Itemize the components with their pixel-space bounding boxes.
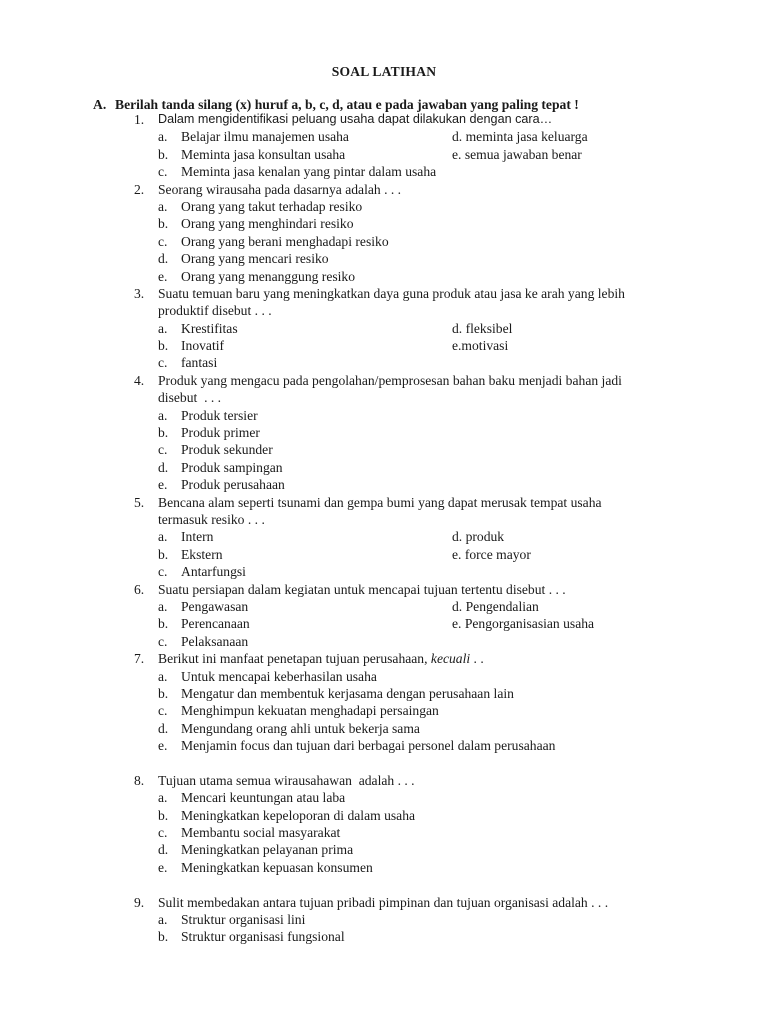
question-line	[0, 772, 768, 789]
option-letter: c.	[158, 633, 168, 649]
question-list	[0, 111, 768, 946]
answer-option-row	[0, 163, 768, 180]
option-letter: c.	[158, 164, 168, 180]
question-item	[0, 894, 768, 946]
option-text: Ekstern	[181, 546, 223, 562]
option-letter: b.	[158, 807, 169, 823]
option-text-right: e. Pengorganisasian usaha	[452, 616, 595, 632]
answer-option-row	[0, 268, 768, 285]
answer-option-row	[0, 528, 768, 545]
answer-option-row	[0, 198, 768, 215]
option-text: Meningkatkan kepuasan konsumen	[181, 859, 373, 875]
question-line	[0, 894, 768, 911]
option-text: Orang yang berani menghadapi resiko	[181, 233, 389, 249]
question-item	[0, 285, 768, 372]
answer-option-row	[0, 685, 768, 702]
question-spacer	[0, 876, 768, 893]
answer-option-row	[0, 320, 768, 337]
question-text: Sulit membedakan antara tujuan pribadi pimpinan dan tujuan organisasi adalah . . .	[158, 894, 609, 910]
option-text: Membantu social masyarakat	[181, 825, 341, 841]
option-text: Pengawasan	[181, 598, 249, 614]
option-letter: a.	[158, 668, 168, 684]
question-line	[0, 181, 768, 198]
option-text: Struktur organisasi fungsional	[181, 929, 345, 945]
answer-option-row	[0, 633, 768, 650]
option-letter: a.	[158, 198, 168, 214]
answer-option-row	[0, 563, 768, 580]
section-letter: A.	[93, 97, 107, 112]
question-item	[0, 111, 768, 181]
option-text: Intern	[181, 529, 214, 545]
option-letter: a.	[158, 320, 168, 336]
question-number: 6.	[134, 581, 145, 597]
question-line	[0, 581, 768, 598]
option-text: Krestifitas	[181, 320, 238, 336]
question-line	[0, 389, 768, 406]
question-spacer	[0, 754, 768, 771]
question-number: 8.	[134, 772, 145, 788]
answer-option-row	[0, 337, 768, 354]
option-letter: b.	[158, 216, 169, 232]
page-title: SOAL LATIHAN	[331, 64, 437, 79]
question-line	[0, 111, 768, 128]
answer-option-row	[0, 354, 768, 371]
question-text: Dalam mengidentifikasi peluang usaha dapat dilakukan dengan cara…	[158, 112, 553, 126]
option-text: Meningkatkan pelayanan prima	[181, 842, 354, 858]
question-line	[0, 494, 768, 511]
answer-option-row	[0, 476, 768, 493]
option-letter: b.	[158, 146, 169, 162]
section-instruction-text: Berilah tanda silang (x) huruf a, b, c, d, atau e pada jawaban yang paling tepat !	[115, 97, 579, 112]
answer-option-row	[0, 789, 768, 806]
option-text: Belajar ilmu manajemen usaha	[181, 129, 349, 145]
answer-option-row	[0, 441, 768, 458]
option-text-right: e.motivasi	[452, 338, 509, 354]
option-text-right: d. meminta jasa keluarga	[452, 129, 588, 145]
question-text: Produk yang mengacu pada pengolahan/pemprosesan bahan baku menjadi bahan jadi	[158, 372, 622, 388]
question-text: termasuk resiko . . .	[158, 511, 265, 527]
answer-option-row	[0, 807, 768, 824]
question-number: 2.	[134, 181, 145, 197]
option-letter: a.	[158, 129, 168, 145]
option-letter: c.	[158, 355, 168, 371]
option-text-right: e. force mayor	[452, 546, 531, 562]
option-letter: d.	[158, 251, 169, 267]
answer-option-row	[0, 668, 768, 685]
option-letter: b.	[158, 929, 169, 945]
option-text: Produk perusahaan	[181, 477, 285, 493]
option-text: Mengatur dan membentuk kerjasama dengan perusahaan lain	[181, 685, 514, 701]
question-item	[0, 181, 768, 285]
option-text-right: d. produk	[452, 529, 505, 545]
option-text: Antarfungsi	[181, 564, 246, 580]
question-item	[0, 650, 768, 754]
option-text-right: d. fleksibel	[452, 320, 513, 336]
answer-option-row	[0, 459, 768, 476]
option-letter: a.	[158, 598, 168, 614]
option-letter: a.	[158, 911, 168, 927]
option-letter: b.	[158, 338, 169, 354]
option-text: Produk sekunder	[181, 442, 273, 458]
question-number: 1.	[134, 112, 145, 127]
option-text: Orang yang takut terhadap resiko	[181, 198, 363, 214]
question-line	[0, 511, 768, 528]
question-text: Tujuan utama semua wirausahawan adalah . . .	[158, 772, 415, 788]
option-text: Perencanaan	[181, 616, 250, 632]
option-text: Struktur organisasi lini	[181, 911, 306, 927]
question-text-italic: kecuali	[430, 651, 471, 667]
question-line	[0, 302, 768, 319]
question-text: Seorang wirausaha pada dasarnya adalah . . .	[158, 181, 402, 197]
option-letter: e.	[158, 859, 168, 875]
option-letter: b.	[158, 546, 169, 562]
option-text-right: d. Pengendalian	[452, 598, 539, 614]
answer-option-row	[0, 407, 768, 424]
option-text: Produk sampingan	[181, 459, 283, 475]
option-text: Orang yang menghindari resiko	[181, 216, 354, 232]
option-text: Mengundang orang ahli untuk bekerja sama	[181, 720, 420, 736]
question-text: Bencana alam seperti tsunami dan gempa bumi yang dapat merusak tempat usaha	[158, 494, 602, 510]
option-text: Mencari keuntungan atau laba	[181, 790, 346, 806]
option-text: Menghimpun kekuatan menghadapi persaingan	[181, 703, 439, 719]
answer-option-row	[0, 859, 768, 876]
option-letter: b.	[158, 616, 169, 632]
answer-option-row	[0, 702, 768, 719]
answer-option-row	[0, 911, 768, 928]
question-text-main: Berikut ini manfaat penetapan tujuan perusahaan,	[158, 651, 431, 667]
option-letter: a.	[158, 790, 168, 806]
question-item	[0, 772, 768, 876]
option-letter: c.	[158, 233, 168, 249]
question-number: 5.	[134, 494, 145, 510]
question-text: disebut . . .	[158, 390, 222, 406]
answer-option-row	[0, 546, 768, 563]
answer-option-row	[0, 615, 768, 632]
question-item	[0, 581, 768, 651]
question-text-tail: . .	[470, 651, 484, 667]
answer-option-row	[0, 424, 768, 441]
answer-option-row	[0, 233, 768, 250]
question-line	[0, 650, 768, 667]
option-letter: d.	[158, 720, 169, 736]
question-text: produktif disebut . . .	[158, 303, 272, 319]
option-text: Inovatif	[181, 338, 225, 354]
option-letter: e.	[158, 477, 168, 493]
question-line	[0, 285, 768, 302]
answer-option-row	[0, 737, 768, 754]
option-text-right: e. semua jawaban benar	[452, 146, 582, 162]
option-letter: e.	[158, 268, 168, 284]
option-text: Orang yang menanggung resiko	[181, 268, 356, 284]
answer-option-row	[0, 720, 768, 737]
option-letter: a.	[158, 407, 168, 423]
option-letter: c.	[158, 703, 168, 719]
answer-option-row	[0, 146, 768, 163]
answer-option-row	[0, 250, 768, 267]
question-text	[158, 650, 484, 667]
option-text: fantasi	[181, 355, 218, 371]
option-text: Pelaksanaan	[181, 633, 249, 649]
option-text: Menjamin focus dan tujuan dari berbagai personel dalam perusahaan	[181, 738, 556, 754]
option-text: Meminta jasa kenalan yang pintar dalam usaha	[181, 164, 437, 180]
question-number: 7.	[134, 651, 145, 667]
option-letter: e.	[158, 738, 168, 754]
option-letter: a.	[158, 529, 168, 545]
option-text: Meningkatkan kepeloporan di dalam usaha	[181, 807, 416, 823]
option-letter: d.	[158, 459, 169, 475]
question-number: 9.	[134, 894, 145, 910]
answer-option-row	[0, 928, 768, 945]
option-text: Produk tersier	[181, 407, 258, 423]
option-letter: b.	[158, 425, 169, 441]
answer-option-row	[0, 598, 768, 615]
option-letter: c.	[158, 442, 168, 458]
option-text: Meminta jasa konsultan usaha	[181, 146, 346, 162]
answer-option-row	[0, 128, 768, 145]
question-text: Suatu temuan baru yang meningkatkan daya guna produk atau jasa ke arah yang lebih	[158, 285, 625, 301]
question-text: Suatu persiapan dalam kegiatan untuk mencapai tujuan tertentu disebut . . .	[158, 581, 566, 597]
question-line	[0, 372, 768, 389]
option-letter: c.	[158, 825, 168, 841]
question-item	[0, 372, 768, 494]
option-text: Orang yang mencari resiko	[181, 251, 329, 267]
answer-option-row	[0, 841, 768, 858]
question-number: 3.	[134, 285, 145, 301]
question-item	[0, 494, 768, 581]
option-letter: c.	[158, 564, 168, 580]
option-letter: b.	[158, 685, 169, 701]
question-number: 4.	[134, 372, 145, 388]
option-letter: d.	[158, 842, 169, 858]
option-text: Untuk mencapai keberhasilan usaha	[181, 668, 377, 684]
answer-option-row	[0, 215, 768, 232]
option-text: Produk primer	[181, 425, 260, 441]
answer-option-row	[0, 824, 768, 841]
